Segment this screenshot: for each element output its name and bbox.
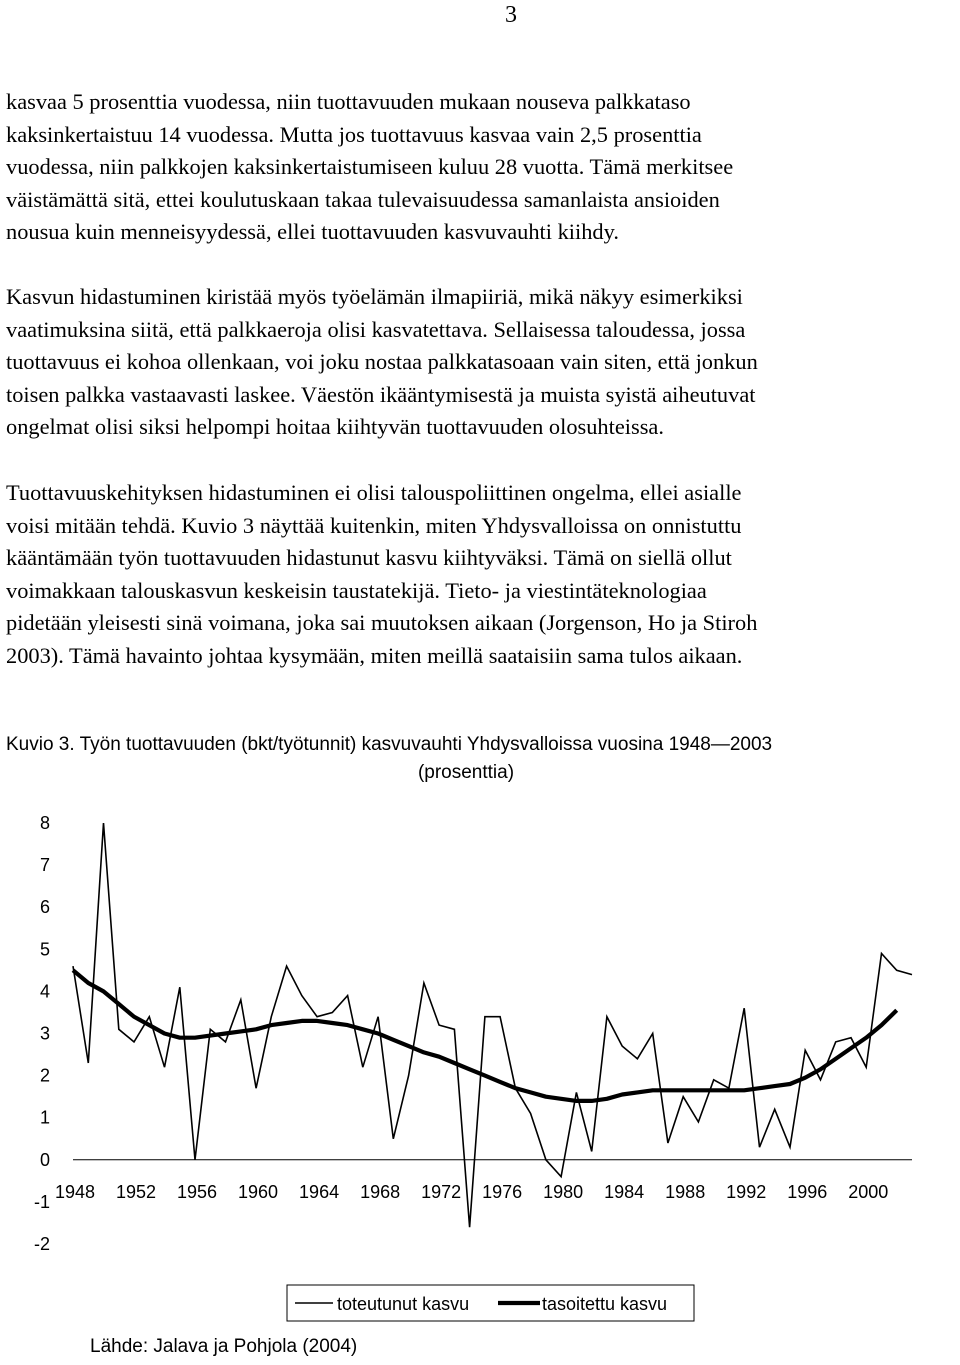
y-tick-label: 2: [39, 1065, 50, 1086]
x-tick-label: 1956: [177, 1181, 218, 1202]
y-tick-label: 1: [39, 1107, 50, 1128]
x-tick-label: 1984: [604, 1181, 645, 1202]
y-tick-label: 8: [39, 813, 50, 833]
x-tick-label: 1996: [787, 1181, 828, 1202]
productivity-chart: [0, 790, 960, 1330]
series-line-toteutunut-kasvu: [73, 823, 912, 1227]
x-tick-label: 2000: [848, 1181, 889, 1202]
paragraph-3: [6, 477, 954, 672]
y-tick-label: 4: [39, 981, 50, 1002]
x-tick-label: 1976: [482, 1181, 523, 1202]
paragraph-line: kasvaa 5 prosenttia vuodessa, niin tuottavuuden mukaan nouseva palkkataso: [6, 89, 691, 114]
paragraph-line: kääntämään työn tuottavuuden hidastunut kasvu kiihtyväksi. Tämä on siellä ollut: [6, 545, 732, 570]
y-axis-tick-labels: [34, 813, 50, 1254]
paragraph-2: [6, 281, 954, 444]
paragraph-line: ongelmat olisi siksi helpompi hoitaa kiihtyvän tuottavuuden olosuhteissa.: [6, 414, 664, 439]
figure-caption-title: Kuvio 3. Työn tuottavuuden (bkt/työtunnit) kasvuvauhti Yhdysvalloissa vuosina 1948—2003: [6, 734, 773, 755]
x-tick-label: 1960: [238, 1181, 279, 1202]
paragraph-line: voimakkaan talouskasvun keskeisin taustatekijä. Tieto- ja viestintäteknologiaa: [6, 577, 707, 603]
figure-caption: [6, 731, 956, 787]
y-tick-label: -1: [33, 1191, 50, 1212]
x-tick-label: 1952: [115, 1181, 157, 1202]
paragraph-line: Kasvun hidastuminen kiristää myös työelämän ilmapiiriä, mikä näkyy esimerkiksi: [6, 284, 743, 309]
y-tick-label: 6: [39, 897, 50, 918]
legend-label-tasoitettu-kasvu: tasoitettu kasvu: [542, 1294, 668, 1314]
y-tick-label: -2: [33, 1234, 50, 1254]
paragraph-line: toisen palkka vastaavasti laskee. Väestön ikääntymisestä ja muista syistä aiheutuvat: [6, 381, 756, 407]
paragraph-line: kaksinkertaistuu 14 vuodessa. Mutta jos tuottavuus kasvaa vain 2,5 prosenttia: [6, 121, 702, 147]
paragraph-line: väistämättä sitä, ettei koulutuskaan takaa tulevaisuudessa samanlaista ansioiden: [6, 186, 720, 212]
x-tick-label: 1972: [421, 1181, 462, 1202]
x-tick-label: 1992: [726, 1181, 767, 1202]
paragraph-line: Tuottavuuskehityksen hidastuminen ei olisi talouspoliittinen ongelma, ellei asialle: [6, 480, 742, 505]
y-tick-label: 0: [39, 1149, 50, 1170]
y-tick-label: 7: [39, 855, 50, 876]
legend-label-toteutunut-kasvu: toteutunut kasvu: [337, 1294, 470, 1314]
x-tick-label: 1968: [360, 1181, 401, 1202]
series-line-tasoitettu-kasvu: [73, 970, 897, 1101]
x-tick-label: 1948: [54, 1181, 96, 1202]
paragraph-line: tuottavuus ei kohoa ollenkaan, voi joku nostaa palkkatasoaan vain siten, että jonkun: [6, 349, 758, 374]
chart-legend: [287, 1285, 694, 1321]
paragraph-line: vaatimuksina siitä, että palkkaeroja olisi kasvatettava. Sellaisessa taloudessa, jossa: [6, 316, 746, 342]
y-tick-label: 3: [39, 1023, 50, 1044]
x-tick-label: 1980: [543, 1181, 584, 1202]
figure-source: Lähde: Jalava ja Pohjola (2004): [90, 1336, 358, 1357]
paragraph-1: [6, 86, 954, 249]
y-tick-label: 5: [39, 939, 50, 960]
paragraph-line: pidetään yleisesti sinä voimana, joka sai muutoksen aikaan (Jorgenson, Ho ja Stiroh: [6, 610, 758, 635]
paragraph-line: vuodessa, niin palkkojen kaksinkertaistumiseen kuluu 28 vuotta. Tämä merkitsee: [6, 154, 734, 179]
x-tick-label: 1964: [299, 1181, 340, 1202]
paragraph-line: 2003). Tämä havainto johtaa kysymään, miten meillä saataisiin sama tulos aikaan.: [6, 642, 743, 668]
page-number: 3: [505, 2, 517, 28]
paragraph-line: nousua kuin menneisyydessä, ellei tuottavuuden kasvuvauhti kiihdy.: [6, 219, 619, 244]
x-tick-label: 1988: [665, 1181, 706, 1202]
paragraph-line: voisi mitään tehdä. Kuvio 3 näyttää kuitenkin, miten Yhdysvalloissa on onnistuttu: [6, 512, 742, 538]
figure-caption-unit: (prosenttia): [417, 762, 515, 783]
